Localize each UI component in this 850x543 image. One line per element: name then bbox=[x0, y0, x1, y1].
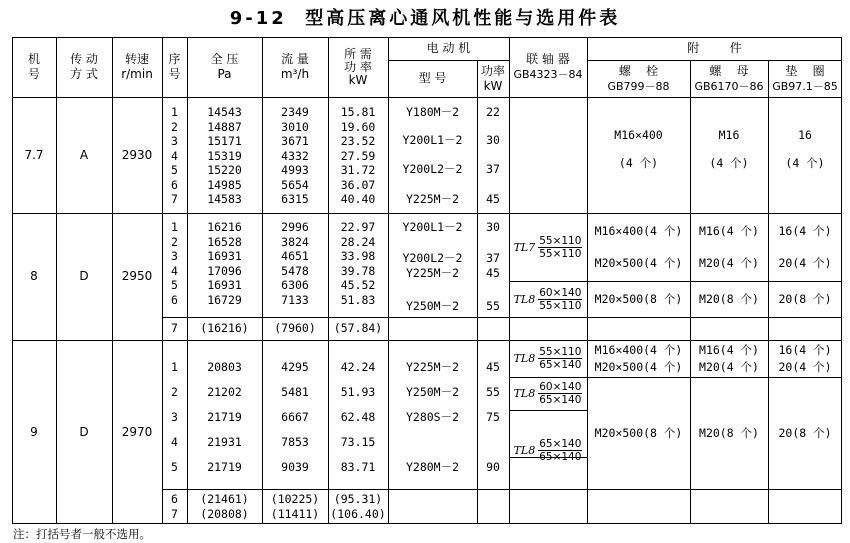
table-cell: 2 bbox=[171, 384, 178, 399]
g3-motor-kw: 45 bbox=[486, 359, 500, 374]
g3-motor-model: Y280M－2 bbox=[405, 459, 460, 474]
table-cell: 2 bbox=[171, 119, 178, 134]
table-cell: 16931 bbox=[207, 249, 242, 263]
g1-xuhao-col bbox=[162, 105, 187, 207]
g2-chuandong: D bbox=[79, 269, 89, 283]
g3-washer: 20(4 个) bbox=[778, 359, 832, 374]
table-cell: 2349 bbox=[281, 105, 309, 119]
page-title: 9-12 型高压离心通风机性能与选用件表 bbox=[229, 8, 621, 29]
table-cell: 15171 bbox=[207, 134, 242, 148]
table-cell: 14887 bbox=[207, 119, 242, 134]
g2-bolt: M20×500(8 个) bbox=[594, 291, 683, 306]
table-cell: 5654 bbox=[281, 177, 309, 192]
table-cell: 3010 bbox=[281, 119, 309, 134]
table-cell: 3 bbox=[171, 249, 178, 263]
g1-motor-kw: 45 bbox=[486, 191, 500, 206]
g2-washer: 20(8 个) bbox=[778, 291, 832, 306]
g3-motor-model: Y250M－2 bbox=[405, 384, 460, 399]
g3-nut: M16(4 个) bbox=[699, 342, 759, 357]
g3-bolt: M20×500(4 个) bbox=[594, 359, 683, 374]
table-cell: 15319 bbox=[207, 148, 242, 163]
g2-extra-p: (16216) bbox=[200, 321, 249, 335]
g2-motor-kw: 30 bbox=[486, 219, 500, 234]
g2-washer: 16(4 个) bbox=[778, 223, 832, 238]
table-cell: 2996 bbox=[281, 220, 309, 234]
header-dj-gonglv: 功率 kW bbox=[480, 63, 505, 93]
g2-motor-kw: 37 bbox=[486, 250, 500, 265]
table-cell: 39.78 bbox=[340, 263, 376, 278]
g2-washer: 20(4 个) bbox=[778, 255, 832, 270]
table-cell: 23.52 bbox=[340, 134, 376, 148]
table-cell: 4993 bbox=[281, 163, 309, 177]
g1-nut: M16 (4 个) bbox=[709, 128, 749, 170]
table-cell: 2 bbox=[171, 234, 178, 249]
table-cell: 15.81 bbox=[340, 105, 376, 119]
table-cell: 6315 bbox=[281, 192, 309, 206]
g3-motor-kw: 90 bbox=[486, 459, 500, 474]
g3-coupling: TL8 $\frac{60\times 140}{65\times 140}$ bbox=[513, 381, 582, 406]
table-cell: 21931 bbox=[207, 434, 242, 449]
g2-coupling: TL7 $\frac{55\times 110}{55\times 110}$ bbox=[513, 234, 582, 260]
g2-motor-kw: 45 bbox=[486, 265, 500, 280]
footnote: 注：打括号者一般不选用。 bbox=[13, 527, 151, 541]
table-cell: 16931 bbox=[207, 278, 242, 292]
g1-jihao: 7.7 bbox=[24, 147, 44, 162]
table-cell: 1 bbox=[171, 359, 178, 374]
header-quanya: 全 压 Pa bbox=[210, 52, 239, 81]
table-cell: 45.52 bbox=[340, 278, 376, 292]
table-cell: 15220 bbox=[207, 163, 242, 177]
table-cell: 7133 bbox=[281, 292, 309, 307]
table-cell: 31.72 bbox=[340, 163, 376, 177]
table-cell: 3 bbox=[171, 134, 178, 148]
table-cell: 21719 bbox=[207, 409, 242, 424]
g1-motor-kw: 22 bbox=[486, 104, 500, 119]
table-cell: 1 bbox=[171, 220, 178, 234]
g1-motor-model: Y200L1－2 bbox=[402, 132, 463, 147]
table-cell: 42.24 bbox=[340, 359, 376, 374]
g2-nut: M20(4 个) bbox=[699, 255, 759, 270]
table-cell: 28.24 bbox=[340, 234, 376, 249]
performance-table bbox=[12, 37, 842, 524]
g2-motor-kw: 55 bbox=[486, 298, 500, 313]
g3-extra-n: 6 7 bbox=[171, 492, 178, 521]
table-cell: 21719 bbox=[207, 459, 242, 474]
table-cell: 4 bbox=[171, 263, 178, 278]
g2-xuhao-col bbox=[162, 220, 187, 307]
header-lianzhouqi: 联 轴 器 GB4323－84 bbox=[513, 52, 583, 81]
table-cell: 4332 bbox=[281, 148, 309, 163]
table-cell: 5 bbox=[171, 163, 178, 177]
g1-liuliang-col bbox=[262, 105, 328, 207]
table-cell: 40.40 bbox=[340, 192, 376, 206]
g2-gonglv-col bbox=[328, 220, 388, 307]
g3-extra-p: (21461) (20808) bbox=[200, 492, 249, 521]
g2-bolt: M16×400(4 个) bbox=[594, 223, 683, 238]
g1-washer: 16 (4 个) bbox=[785, 128, 825, 170]
table-cell: 6667 bbox=[281, 409, 309, 424]
g2-quanya-col bbox=[187, 220, 262, 307]
header-diandongji: 电 动 机 bbox=[426, 41, 471, 55]
table-cell: 36.07 bbox=[340, 177, 376, 192]
g3-jihao: 9 bbox=[30, 424, 38, 439]
g2-nut: M16(4 个) bbox=[699, 223, 759, 238]
g1-motor-model: Y180M－2 bbox=[405, 104, 460, 119]
table-cell: 14583 bbox=[207, 192, 242, 206]
g1-motor-kw: 37 bbox=[486, 161, 500, 176]
g3-coupling: TL8 $\frac{65\times 140}{65\times 140}$ bbox=[513, 437, 582, 463]
table-cell: 7 bbox=[171, 192, 178, 206]
g1-zhuansu: 2930 bbox=[121, 147, 153, 162]
g2-extra-q: (7960) bbox=[274, 321, 316, 335]
table-cell: 4651 bbox=[281, 249, 309, 263]
g3-nut: M20(4 个) bbox=[699, 359, 759, 374]
header-xuhao: 序 号 bbox=[168, 52, 181, 81]
table-cell: 6 bbox=[171, 292, 178, 307]
g1-motor-model: Y225M－2 bbox=[405, 191, 460, 206]
table-cell: 5478 bbox=[281, 263, 309, 278]
g3-motor-model: Y280S－2 bbox=[405, 409, 460, 424]
g3-extra-q: (10225) (11411) bbox=[270, 492, 320, 521]
g1-gonglv-col bbox=[328, 105, 388, 207]
table-cell: 4295 bbox=[281, 359, 309, 374]
g3-bolt: M20×500(8 个) bbox=[594, 425, 683, 440]
header-jihao: 机 号 bbox=[27, 52, 40, 81]
g3-nut: M20(8 个) bbox=[699, 425, 759, 440]
g2-nut: M20(8 个) bbox=[699, 291, 759, 306]
g3-coupling: TL8 $\frac{55\times 110}{65\times 140}$ bbox=[513, 346, 582, 371]
g2-liuliang-col bbox=[262, 220, 328, 307]
table-cell: 14985 bbox=[207, 177, 242, 192]
table-cell: 21202 bbox=[207, 384, 242, 399]
header-xinghao: 型 号 bbox=[418, 71, 447, 85]
table-cell: 14543 bbox=[207, 105, 242, 119]
header-zhuansu: 转速 r/min bbox=[121, 52, 153, 81]
header-luoshuan: 螺 栓 GB799－88 bbox=[607, 63, 670, 93]
table-cell: 4 bbox=[171, 148, 178, 163]
header-dianquan: 垫 圈 GB97.1－85 bbox=[772, 63, 838, 93]
table-cell: 33.98 bbox=[340, 249, 376, 263]
g2-coupling: TL8 $\frac{60\times 140}{55\times 110}$ bbox=[513, 286, 582, 312]
table-cell: 5481 bbox=[281, 384, 309, 399]
g2-jihao: 8 bbox=[30, 269, 38, 283]
g2-motor-model: Y250M－2 bbox=[405, 298, 460, 313]
g3-motor-model: Y225M－2 bbox=[405, 359, 460, 374]
table-cell: 6 bbox=[171, 177, 178, 192]
g1-motor-kw: 30 bbox=[486, 132, 500, 147]
g2-extra-w: (57.84) bbox=[333, 321, 383, 335]
table-cell: 27.59 bbox=[340, 148, 376, 163]
g2-motor-model: Y200L2－2 bbox=[402, 250, 463, 265]
g1-quanya-col bbox=[187, 105, 262, 207]
table-cell: 73.15 bbox=[340, 434, 376, 449]
table-cell: 7853 bbox=[281, 434, 309, 449]
header-chuandong: 传 动 方 式 bbox=[70, 52, 98, 81]
table-cell: 3671 bbox=[281, 134, 309, 148]
table-cell: 20803 bbox=[207, 359, 242, 374]
table-cell: 1 bbox=[171, 105, 178, 119]
table-cell: 3 bbox=[171, 409, 178, 424]
g3-washer: 16(4 个) bbox=[778, 342, 832, 357]
table-cell: 83.71 bbox=[340, 459, 376, 474]
g3-motor-kw: 75 bbox=[486, 409, 500, 424]
g1-motor-model: Y200L2－2 bbox=[402, 161, 463, 176]
g3-bolt: M16×400(4 个) bbox=[594, 342, 683, 357]
header-liuliang: 流 量 m³/h bbox=[280, 52, 310, 81]
header-fujian: 附 件 bbox=[687, 41, 742, 55]
g2-motor-model: Y200L1－2 bbox=[402, 219, 463, 234]
table-cell: 51.93 bbox=[340, 384, 376, 399]
g3-motor-kw: 55 bbox=[486, 384, 500, 399]
table-cell: 16729 bbox=[207, 292, 242, 307]
g2-extra-n: 7 bbox=[171, 321, 178, 335]
table-cell: 19.60 bbox=[340, 119, 376, 134]
g3-chuandong: D bbox=[79, 424, 89, 439]
g3-washer: 20(8 个) bbox=[778, 425, 832, 440]
table-cell: 3824 bbox=[281, 234, 309, 249]
g2-motor-model: Y225M－2 bbox=[405, 265, 460, 280]
table-cell: 6306 bbox=[281, 278, 309, 292]
g1-chuandong: A bbox=[79, 147, 89, 162]
header-gonglv: 所 需 功 率 kW bbox=[344, 46, 372, 87]
table-cell: 16528 bbox=[207, 234, 242, 249]
table-cell: 22.97 bbox=[340, 220, 376, 234]
g1-bolt: M16×400 (4 个) bbox=[614, 128, 663, 170]
g2-zhuansu: 2950 bbox=[121, 269, 153, 283]
table-cell: 62.48 bbox=[340, 409, 376, 424]
g2-bolt: M20×500(4 个) bbox=[594, 255, 683, 270]
table-cell: 51.83 bbox=[340, 292, 376, 307]
table-cell: 5 bbox=[171, 459, 178, 474]
header-luomu: 螺 母 GB6170－86 bbox=[694, 63, 764, 93]
table-cell: 9039 bbox=[281, 459, 309, 474]
table-cell: 17096 bbox=[207, 263, 242, 278]
g3-extra-w: (95.31) (106.40) bbox=[330, 492, 386, 521]
table-cell: 4 bbox=[171, 434, 178, 449]
table-cell: 16216 bbox=[207, 220, 242, 234]
table-cell: 5 bbox=[171, 278, 178, 292]
g3-zhuansu: 2970 bbox=[121, 424, 153, 439]
